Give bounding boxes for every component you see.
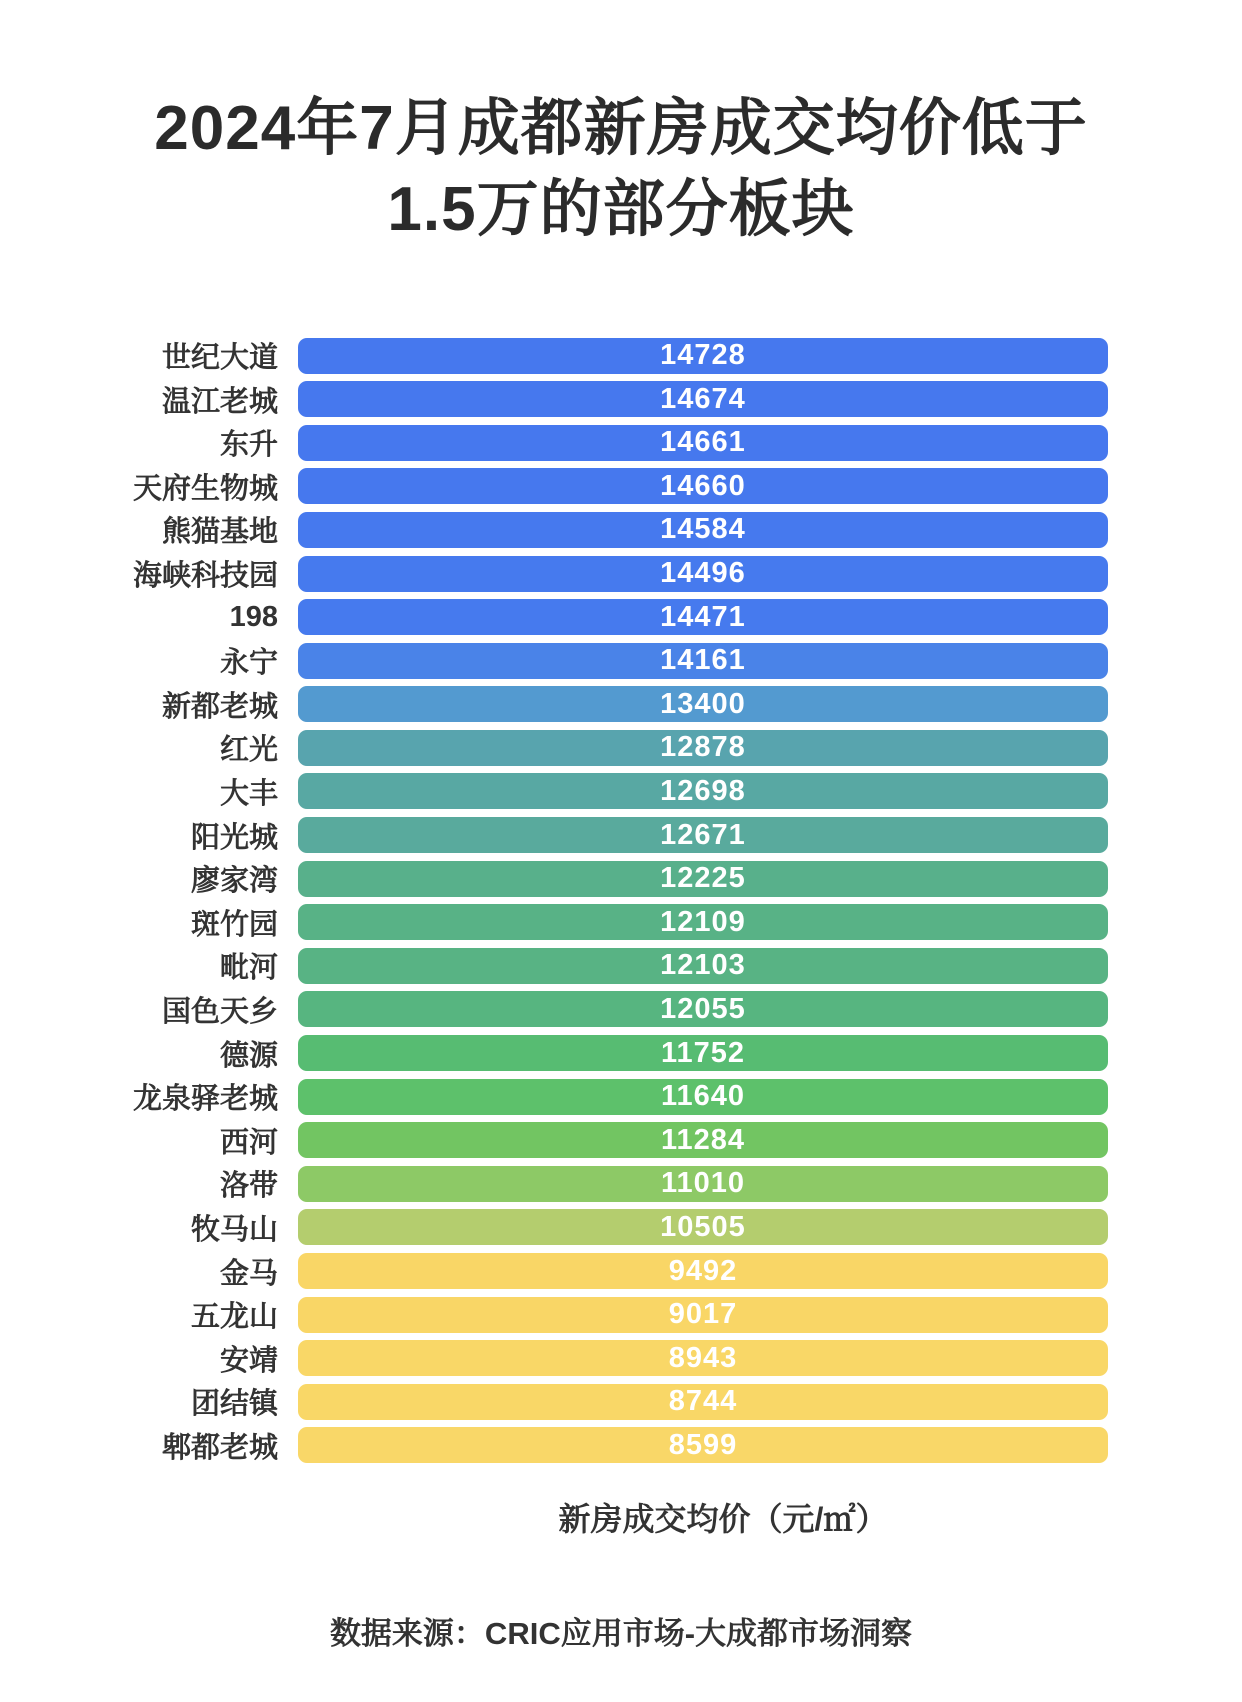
bar-row bbox=[0, 1079, 1242, 1115]
bar-value-label: 14661 bbox=[660, 426, 746, 459]
bar bbox=[298, 599, 1108, 635]
bar-value-label: 12671 bbox=[660, 818, 746, 851]
infographic-page bbox=[0, 42, 1242, 1702]
bar bbox=[298, 1166, 1108, 1202]
category-label: 金马 bbox=[219, 1257, 278, 1290]
category-label: 熊猫基地 bbox=[161, 516, 278, 549]
category-label: 安靖 bbox=[219, 1344, 278, 1377]
bar bbox=[298, 1079, 1108, 1115]
bar bbox=[298, 861, 1108, 897]
bar bbox=[298, 1035, 1108, 1071]
bar-value-label: 14161 bbox=[660, 644, 746, 677]
category-label: 天府生物城 bbox=[132, 472, 278, 505]
bar bbox=[298, 1122, 1108, 1158]
bar-row bbox=[0, 338, 1242, 374]
bar-row bbox=[0, 1384, 1242, 1420]
bar bbox=[298, 773, 1108, 809]
category-label: 斑竹园 bbox=[190, 908, 278, 941]
page-title bbox=[0, 42, 1242, 252]
category-label: 永宁 bbox=[219, 647, 278, 680]
bar bbox=[298, 1340, 1108, 1376]
category-label: 大丰 bbox=[219, 777, 278, 810]
bar-row bbox=[0, 468, 1242, 504]
category-label: 国色天乡 bbox=[161, 995, 278, 1028]
bar bbox=[298, 338, 1108, 374]
bar-row bbox=[0, 1122, 1242, 1158]
bar-row bbox=[0, 643, 1242, 679]
bar-row bbox=[0, 425, 1242, 461]
bar-row bbox=[0, 599, 1242, 635]
bar-value-label: 14496 bbox=[660, 557, 746, 589]
bar-row bbox=[0, 817, 1242, 853]
bar-chart bbox=[0, 338, 1242, 1464]
data-source-note: 数据来源：CRIC应用市场-大成都市场洞察 bbox=[329, 1615, 913, 1651]
bar-value-label: 13400 bbox=[660, 687, 746, 720]
bar-value-label: 11284 bbox=[660, 1123, 746, 1156]
bar bbox=[298, 1209, 1108, 1245]
category-label: 西河 bbox=[219, 1126, 278, 1159]
bar-row bbox=[0, 991, 1242, 1027]
bar bbox=[298, 381, 1108, 417]
bar bbox=[298, 1384, 1108, 1420]
category-label: 198 bbox=[229, 600, 278, 633]
category-label: 郫都老城 bbox=[161, 1431, 278, 1464]
category-label: 海峡科技园 bbox=[132, 560, 278, 592]
x-axis-label: 新房成交均价（元/㎡） bbox=[558, 1500, 888, 1537]
bar-value-label: 12225 bbox=[660, 862, 746, 895]
bar-row bbox=[0, 1035, 1242, 1071]
category-label: 五龙山 bbox=[190, 1301, 278, 1334]
bar-value-label: 12878 bbox=[660, 731, 746, 764]
bar-value-label: 9492 bbox=[668, 1254, 738, 1287]
page-title-line1: 2024年7月成都新房成交均价低于 bbox=[154, 93, 1088, 163]
category-label: 东升 bbox=[219, 429, 278, 462]
bar-row bbox=[0, 904, 1242, 940]
bar-row bbox=[0, 686, 1242, 722]
bar bbox=[298, 730, 1108, 766]
bar bbox=[298, 1253, 1108, 1289]
bar-row bbox=[0, 730, 1242, 766]
category-label: 阳光城 bbox=[190, 821, 278, 854]
bar bbox=[298, 1427, 1108, 1463]
page-title-line2: 1.5万的部分板块 bbox=[387, 175, 855, 245]
bar bbox=[298, 512, 1108, 548]
bar bbox=[298, 425, 1108, 461]
category-label: 洛带 bbox=[219, 1170, 278, 1203]
bar bbox=[298, 991, 1108, 1027]
bar-value-label: 14660 bbox=[660, 469, 746, 502]
bar bbox=[298, 468, 1108, 504]
category-label: 红光 bbox=[219, 734, 278, 767]
bar-value-label: 14584 bbox=[660, 513, 746, 546]
bar-row bbox=[0, 1340, 1242, 1376]
bar-row bbox=[0, 1166, 1242, 1202]
bar-value-label: 9017 bbox=[668, 1298, 738, 1331]
category-label: 世纪大道 bbox=[161, 342, 278, 375]
bar-row bbox=[0, 948, 1242, 984]
bar-row bbox=[0, 773, 1242, 809]
bar-row bbox=[0, 512, 1242, 548]
bar-value-label: 12055 bbox=[660, 992, 746, 1025]
bar-value-label: 10505 bbox=[660, 1210, 746, 1243]
category-label: 德源 bbox=[219, 1039, 278, 1072]
bar-value-label: 12103 bbox=[660, 949, 746, 982]
category-label: 新都老城 bbox=[161, 690, 278, 723]
category-label: 廖家湾 bbox=[190, 865, 278, 898]
bar-value-label: 12109 bbox=[660, 905, 746, 938]
bar-row bbox=[0, 381, 1242, 417]
bar bbox=[298, 686, 1108, 722]
bar-value-label: 14471 bbox=[660, 600, 746, 633]
category-label: 毗河 bbox=[219, 952, 278, 985]
bar bbox=[298, 556, 1108, 592]
bar-value-label: 8599 bbox=[668, 1428, 738, 1461]
bar-value-label: 8744 bbox=[668, 1385, 738, 1418]
bar-row bbox=[0, 1297, 1242, 1333]
bar-row bbox=[0, 556, 1242, 592]
bar bbox=[298, 817, 1108, 853]
bar bbox=[298, 1297, 1108, 1333]
bar-row bbox=[0, 1253, 1242, 1289]
category-label: 龙泉驿老城 bbox=[132, 1083, 278, 1116]
bar bbox=[298, 643, 1108, 679]
bar bbox=[298, 904, 1108, 940]
bar-value-label: 12698 bbox=[660, 774, 746, 807]
category-label: 牧马山 bbox=[190, 1213, 278, 1246]
bar-value-label: 8943 bbox=[668, 1341, 738, 1374]
bar-row bbox=[0, 1209, 1242, 1245]
category-label: 团结镇 bbox=[190, 1388, 278, 1421]
bar-row bbox=[0, 861, 1242, 897]
bar-value-label: 11640 bbox=[660, 1080, 746, 1113]
category-label: 温江老城 bbox=[161, 385, 278, 418]
bar-value-label: 14728 bbox=[660, 339, 746, 372]
bar bbox=[298, 948, 1108, 984]
bar-value-label: 11010 bbox=[660, 1167, 746, 1200]
bar-row bbox=[0, 1427, 1242, 1463]
bar-value-label: 11752 bbox=[660, 1036, 746, 1069]
bar-value-label: 14674 bbox=[660, 382, 746, 415]
